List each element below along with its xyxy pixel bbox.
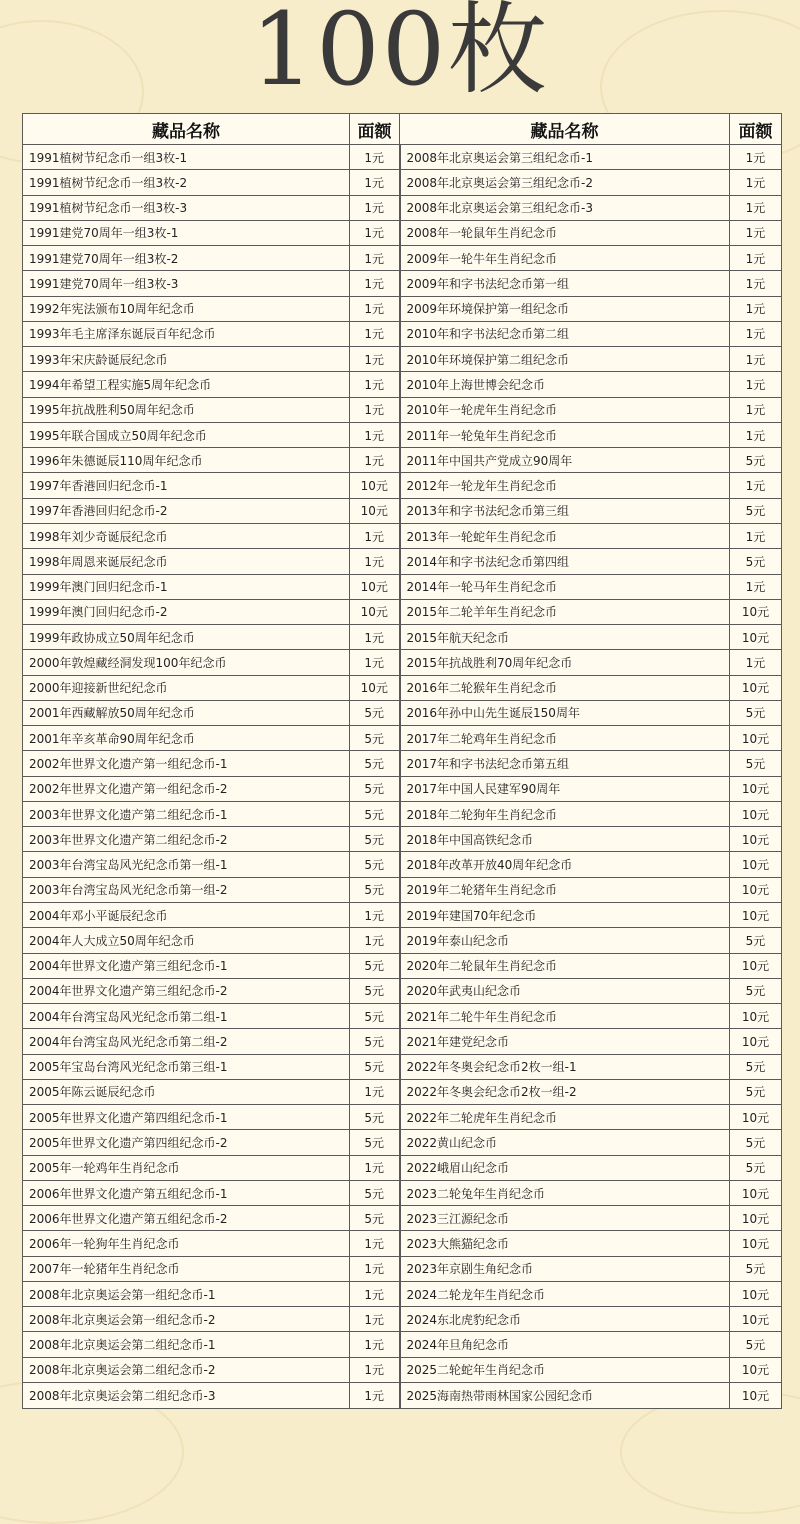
table-row (23, 347, 782, 372)
item-name: 2000年敦煌藏经洞发现100年纪念币 (23, 650, 350, 675)
table-header-row (23, 114, 782, 145)
face-value: 5元 (350, 751, 400, 776)
item-name: 2016年孙中山先生诞辰150周年 (400, 700, 730, 725)
face-value: 10元 (350, 675, 400, 700)
item-name: 1991建党70周年一组3枚-1 (23, 220, 350, 245)
table-row (23, 271, 782, 296)
table-row (23, 1180, 782, 1205)
item-name: 2021年二轮牛年生肖纪念币 (400, 1004, 730, 1029)
face-value: 1元 (350, 422, 400, 447)
item-name: 2022年冬奥会纪念币2枚一组-2 (400, 1079, 730, 1104)
item-name: 2015年抗战胜利70周年纪念币 (400, 650, 730, 675)
item-name: 1995年抗战胜利50周年纪念币 (23, 397, 350, 422)
face-value: 1元 (350, 1332, 400, 1357)
face-value: 5元 (350, 1029, 400, 1054)
table-row (23, 801, 782, 826)
item-name: 2015年二轮羊年生肖纪念币 (400, 599, 730, 624)
face-value: 1元 (350, 523, 400, 548)
item-name: 2011年中国共产党成立90周年 (400, 448, 730, 473)
face-value: 1元 (350, 650, 400, 675)
item-name: 2006年世界文化遗产第五组纪念币-1 (23, 1180, 350, 1205)
item-name: 2008年一轮鼠年生肖纪念币 (400, 220, 730, 245)
face-value: 5元 (730, 448, 782, 473)
face-value: 1元 (350, 145, 400, 170)
item-name: 2003年台湾宝岛风光纪念币第一组-2 (23, 877, 350, 902)
item-name: 1993年毛主席泽东诞辰百年纪念币 (23, 321, 350, 346)
face-value: 10元 (350, 599, 400, 624)
item-name: 2001年西藏解放50周年纪念币 (23, 700, 350, 725)
table-row (23, 827, 782, 852)
table-row (23, 1281, 782, 1306)
item-name: 2007年一轮猪年生肖纪念币 (23, 1256, 350, 1281)
face-value: 5元 (730, 700, 782, 725)
face-value: 1元 (350, 246, 400, 271)
item-name: 2005年宝岛台湾风光纪念币第三组-1 (23, 1054, 350, 1079)
item-name: 2023大熊猫纪念币 (400, 1231, 730, 1256)
header-item-name: 藏品名称 (23, 114, 350, 145)
item-name: 2004年世界文化遗产第三组纪念币-1 (23, 953, 350, 978)
item-name: 2005年世界文化遗产第四组纪念币-2 (23, 1130, 350, 1155)
item-name: 2008年北京奥运会第三组纪念币-2 (400, 170, 730, 195)
face-value: 10元 (730, 1029, 782, 1054)
item-name: 2004年人大成立50周年纪念币 (23, 928, 350, 953)
item-name: 2023二轮兔年生肖纪念币 (400, 1180, 730, 1205)
table-row (23, 1105, 782, 1130)
item-name: 2022峨眉山纪念币 (400, 1155, 730, 1180)
face-value: 5元 (350, 1130, 400, 1155)
item-name: 2009年和字书法纪念币第一组 (400, 271, 730, 296)
face-value: 1元 (730, 372, 782, 397)
face-value: 1元 (730, 321, 782, 346)
header-face-value: 面额 (350, 114, 400, 145)
face-value: 1元 (730, 650, 782, 675)
face-value: 1元 (350, 1155, 400, 1180)
item-name: 2012年一轮龙年生肖纪念币 (400, 473, 730, 498)
item-name: 1991植树节纪念币一组3枚-3 (23, 195, 350, 220)
item-name: 2002年世界文化遗产第一组纪念币-2 (23, 776, 350, 801)
item-name: 2003年世界文化遗产第二组纪念币-2 (23, 827, 350, 852)
table-row (23, 473, 782, 498)
item-name: 2017年中国人民建军90周年 (400, 776, 730, 801)
face-value: 1元 (730, 246, 782, 271)
item-name: 1998年刘少奇诞辰纪念币 (23, 523, 350, 548)
face-value: 1元 (350, 397, 400, 422)
face-value: 1元 (730, 145, 782, 170)
face-value: 10元 (350, 473, 400, 498)
table-row (23, 877, 782, 902)
face-value: 10元 (730, 1206, 782, 1231)
table-row (23, 523, 782, 548)
item-name: 2008年北京奥运会第三组纪念币-3 (400, 195, 730, 220)
item-name: 2023三江源纪念币 (400, 1206, 730, 1231)
face-value: 10元 (730, 953, 782, 978)
face-value: 1元 (350, 625, 400, 650)
face-value: 5元 (730, 1079, 782, 1104)
item-name: 2006年一轮狗年生肖纪念币 (23, 1231, 350, 1256)
table-row (23, 145, 782, 170)
face-value: 1元 (730, 170, 782, 195)
face-value: 10元 (730, 877, 782, 902)
table-row (23, 1004, 782, 1029)
face-value: 1元 (350, 170, 400, 195)
face-value: 1元 (350, 1307, 400, 1332)
table-row (23, 321, 782, 346)
item-name: 2010年上海世博会纪念币 (400, 372, 730, 397)
face-value: 5元 (730, 928, 782, 953)
face-value: 1元 (350, 195, 400, 220)
face-value: 10元 (350, 498, 400, 523)
table-row (23, 1256, 782, 1281)
table-row (23, 675, 782, 700)
item-name: 2017年和字书法纪念币第五组 (400, 751, 730, 776)
face-value: 5元 (730, 1256, 782, 1281)
face-value: 10元 (730, 625, 782, 650)
item-name: 2008年北京奥运会第二组纪念币-3 (23, 1383, 350, 1409)
face-value: 10元 (730, 726, 782, 751)
face-value: 5元 (350, 827, 400, 852)
item-name: 2025二轮蛇年生肖纪念币 (400, 1357, 730, 1382)
item-name: 2003年台湾宝岛风光纪念币第一组-1 (23, 852, 350, 877)
face-value: 1元 (350, 1281, 400, 1306)
table-row (23, 246, 782, 271)
face-value: 1元 (730, 296, 782, 321)
item-name: 2019年二轮猪年生肖纪念币 (400, 877, 730, 902)
item-name: 1999年澳门回归纪念币-2 (23, 599, 350, 624)
item-name: 2008年北京奥运会第三组纪念币-1 (400, 145, 730, 170)
table-row (23, 498, 782, 523)
face-value: 5元 (730, 978, 782, 1003)
item-name: 1991植树节纪念币一组3枚-1 (23, 145, 350, 170)
face-value: 1元 (350, 271, 400, 296)
table-row (23, 195, 782, 220)
item-name: 2005年陈云诞辰纪念币 (23, 1079, 350, 1104)
face-value: 5元 (350, 801, 400, 826)
table-row (23, 1079, 782, 1104)
table-row (23, 296, 782, 321)
item-name: 2018年中国高铁纪念币 (400, 827, 730, 852)
item-name: 2019年泰山纪念币 (400, 928, 730, 953)
table-row (23, 852, 782, 877)
face-value: 5元 (350, 700, 400, 725)
table-row (23, 422, 782, 447)
table-row (23, 170, 782, 195)
item-name: 2008年北京奥运会第一组纪念币-2 (23, 1307, 350, 1332)
item-name: 2022年二轮虎年生肖纪念币 (400, 1105, 730, 1130)
face-value: 1元 (350, 296, 400, 321)
table-row (23, 928, 782, 953)
item-name: 2020年武夷山纪念币 (400, 978, 730, 1003)
table-row (23, 549, 782, 574)
item-name: 2004年台湾宝岛风光纪念币第二组-1 (23, 1004, 350, 1029)
item-name: 1991建党70周年一组3枚-2 (23, 246, 350, 271)
item-name: 2008年北京奥运会第二组纪念币-1 (23, 1332, 350, 1357)
face-value: 1元 (350, 220, 400, 245)
item-name: 2025海南热带雨林国家公园纪念币 (400, 1383, 730, 1409)
table-row (23, 1357, 782, 1382)
face-value: 1元 (730, 220, 782, 245)
item-name: 1992年宪法颁布10周年纪念币 (23, 296, 350, 321)
face-value: 1元 (730, 523, 782, 548)
item-name: 2019年建国70年纪念币 (400, 902, 730, 927)
face-value: 10元 (730, 902, 782, 927)
item-name: 2004年邓小平诞辰纪念币 (23, 902, 350, 927)
face-value: 1元 (350, 1256, 400, 1281)
table-row (23, 978, 782, 1003)
item-name: 2010年和字书法纪念币第二组 (400, 321, 730, 346)
item-name: 1997年香港回归纪念币-1 (23, 473, 350, 498)
table-row (23, 700, 782, 725)
face-value: 10元 (730, 1383, 782, 1409)
face-value: 5元 (350, 1004, 400, 1029)
item-name: 2024二轮龙年生肖纪念币 (400, 1281, 730, 1306)
item-name: 2005年一轮鸡年生肖纪念币 (23, 1155, 350, 1180)
face-value: 5元 (730, 498, 782, 523)
header-item-name: 藏品名称 (400, 114, 730, 145)
table-row (23, 574, 782, 599)
item-name: 2010年一轮虎年生肖纪念币 (400, 397, 730, 422)
face-value: 5元 (350, 1206, 400, 1231)
table-row (23, 1332, 782, 1357)
table-row (23, 953, 782, 978)
item-name: 1993年宋庆龄诞辰纪念币 (23, 347, 350, 372)
table-row (23, 372, 782, 397)
item-name: 1997年香港回归纪念币-2 (23, 498, 350, 523)
face-value: 10元 (730, 1281, 782, 1306)
face-value: 5元 (350, 1105, 400, 1130)
item-name: 2004年台湾宝岛风光纪念币第二组-2 (23, 1029, 350, 1054)
face-value: 1元 (730, 574, 782, 599)
item-name: 1995年联合国成立50周年纪念币 (23, 422, 350, 447)
page-title: 100枚 (250, 0, 550, 108)
item-name: 2009年环境保护第一组纪念币 (400, 296, 730, 321)
item-name: 2000年迎接新世纪纪念币 (23, 675, 350, 700)
face-value: 5元 (350, 877, 400, 902)
table-row (23, 220, 782, 245)
face-value: 10元 (730, 852, 782, 877)
face-value: 1元 (350, 1383, 400, 1409)
table-row (23, 650, 782, 675)
collection-table (22, 113, 782, 1409)
face-value: 5元 (350, 1054, 400, 1079)
item-name: 2022黄山纪念币 (400, 1130, 730, 1155)
item-name: 2016年二轮猴年生肖纪念币 (400, 675, 730, 700)
item-name: 2013年一轮蛇年生肖纪念币 (400, 523, 730, 548)
face-value: 1元 (350, 448, 400, 473)
face-value: 1元 (730, 473, 782, 498)
face-value: 1元 (350, 1079, 400, 1104)
item-name: 2018年改革开放40周年纪念币 (400, 852, 730, 877)
header-face-value: 面额 (730, 114, 782, 145)
face-value: 10元 (730, 1231, 782, 1256)
table-row (23, 625, 782, 650)
face-value: 5元 (730, 1054, 782, 1079)
item-name: 1991植树节纪念币一组3枚-2 (23, 170, 350, 195)
item-name: 2017年二轮鸡年生肖纪念币 (400, 726, 730, 751)
table-row (23, 1130, 782, 1155)
face-value: 1元 (350, 549, 400, 574)
item-name: 2023年京剧生角纪念币 (400, 1256, 730, 1281)
table-row (23, 397, 782, 422)
item-name: 1994年希望工程实施5周年纪念币 (23, 372, 350, 397)
item-name: 2020年二轮鼠年生肖纪念币 (400, 953, 730, 978)
table-row (23, 1383, 782, 1409)
face-value: 1元 (350, 1357, 400, 1382)
item-name: 1999年澳门回归纪念币-1 (23, 574, 350, 599)
item-name: 1991建党70周年一组3枚-3 (23, 271, 350, 296)
face-value: 1元 (350, 321, 400, 346)
face-value: 1元 (730, 397, 782, 422)
face-value: 10元 (730, 1307, 782, 1332)
face-value: 5元 (350, 953, 400, 978)
item-name: 2003年世界文化遗产第二组纪念币-1 (23, 801, 350, 826)
item-name: 2008年北京奥运会第一组纪念币-1 (23, 1281, 350, 1306)
face-value: 10元 (350, 574, 400, 599)
face-value: 5元 (350, 726, 400, 751)
item-name: 2002年世界文化遗产第一组纪念币-1 (23, 751, 350, 776)
item-name: 2021年建党纪念币 (400, 1029, 730, 1054)
face-value: 1元 (350, 928, 400, 953)
item-name: 2024年旦角纪念币 (400, 1332, 730, 1357)
item-name: 2013年和字书法纪念币第三组 (400, 498, 730, 523)
table-row (23, 1206, 782, 1231)
item-name: 1998年周恩来诞辰纪念币 (23, 549, 350, 574)
item-name: 2008年北京奥运会第二组纪念币-2 (23, 1357, 350, 1382)
table-row (23, 448, 782, 473)
face-value: 10元 (730, 776, 782, 801)
face-value: 1元 (350, 902, 400, 927)
face-value: 1元 (730, 422, 782, 447)
item-name: 2022年冬奥会纪念币2枚一组-1 (400, 1054, 730, 1079)
face-value: 1元 (730, 347, 782, 372)
table-row (23, 1029, 782, 1054)
face-value: 5元 (730, 549, 782, 574)
table-row (23, 726, 782, 751)
item-name: 2024东北虎豹纪念币 (400, 1307, 730, 1332)
item-name: 2010年环境保护第二组纪念币 (400, 347, 730, 372)
face-value: 10元 (730, 675, 782, 700)
item-name: 2001年辛亥革命90周年纪念币 (23, 726, 350, 751)
table-row (23, 902, 782, 927)
face-value: 10元 (730, 1004, 782, 1029)
face-value: 5元 (730, 1332, 782, 1357)
item-name: 2004年世界文化遗产第三组纪念币-2 (23, 978, 350, 1003)
face-value: 5元 (730, 1130, 782, 1155)
face-value: 1元 (350, 1231, 400, 1256)
item-name: 2011年一轮兔年生肖纪念币 (400, 422, 730, 447)
face-value: 10元 (730, 599, 782, 624)
table-row (23, 1231, 782, 1256)
table-row (23, 1054, 782, 1079)
table-row (23, 776, 782, 801)
table-body (23, 145, 782, 1409)
face-value: 10元 (730, 801, 782, 826)
face-value: 5元 (730, 751, 782, 776)
item-name: 2006年世界文化遗产第五组纪念币-2 (23, 1206, 350, 1231)
table-row (23, 1155, 782, 1180)
face-value: 5元 (350, 978, 400, 1003)
item-name: 2014年一轮马年生肖纪念币 (400, 574, 730, 599)
item-name: 2018年二轮狗年生肖纪念币 (400, 801, 730, 826)
table-row (23, 1307, 782, 1332)
face-value: 5元 (730, 1155, 782, 1180)
face-value: 10元 (730, 1105, 782, 1130)
face-value: 5元 (350, 1180, 400, 1205)
item-name: 1999年政协成立50周年纪念币 (23, 625, 350, 650)
item-name: 2009年一轮牛年生肖纪念币 (400, 246, 730, 271)
item-name: 1996年朱德诞辰110周年纪念币 (23, 448, 350, 473)
item-name: 2005年世界文化遗产第四组纪念币-1 (23, 1105, 350, 1130)
face-value: 10元 (730, 1357, 782, 1382)
face-value: 1元 (350, 372, 400, 397)
face-value: 5元 (350, 776, 400, 801)
table-row (23, 599, 782, 624)
item-name: 2015年航天纪念币 (400, 625, 730, 650)
face-value: 10元 (730, 827, 782, 852)
face-value: 1元 (730, 271, 782, 296)
item-name: 2014年和字书法纪念币第四组 (400, 549, 730, 574)
table-row (23, 751, 782, 776)
face-value: 1元 (350, 347, 400, 372)
face-value: 10元 (730, 1180, 782, 1205)
face-value: 1元 (730, 195, 782, 220)
face-value: 5元 (350, 852, 400, 877)
